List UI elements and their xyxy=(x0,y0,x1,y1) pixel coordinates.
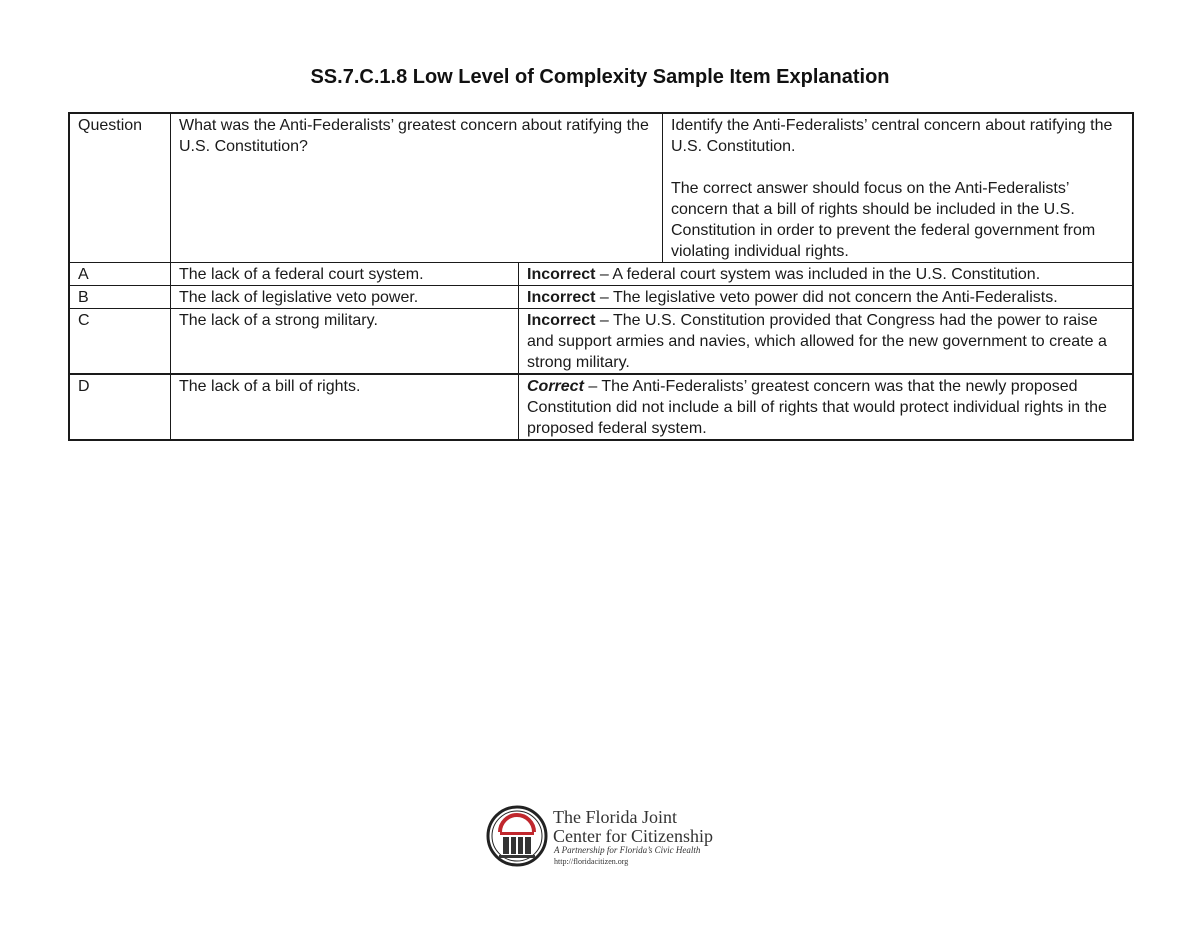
explanation-intro: Identify the Anti-Federalists’ central concern about ratifying the U.S. Constitution. xyxy=(671,117,1113,155)
option-text: The lack of a strong military. xyxy=(171,309,519,373)
verdict-explanation: – The U.S. Constitution provided that Congress had the power to raise and support armies and navies, which allowed for the new government to create a strong military. xyxy=(527,312,1107,371)
item-explanation-table xyxy=(68,112,1134,441)
option-letter: A xyxy=(70,263,171,285)
verdict-label: Incorrect xyxy=(527,289,596,306)
option-row-b xyxy=(70,285,1132,308)
option-explanation xyxy=(519,375,1132,439)
question-explanation xyxy=(663,114,1132,262)
explanation-detail: The correct answer should focus on the Anti-Federalists’ concern that a bill of rights should be included in the U.S. Constitution in order to prevent the federal government from violating individual rights. xyxy=(671,180,1096,260)
option-explanation xyxy=(519,309,1132,373)
option-row-c xyxy=(70,308,1132,373)
option-text: The lack of a bill of rights. xyxy=(171,375,519,439)
option-text: The lack of legislative veto power. xyxy=(171,286,519,308)
option-row-a xyxy=(70,262,1132,285)
verdict-explanation: – A federal court system was included in the U.S. Constitution. xyxy=(595,266,1041,283)
verdict-label: Incorrect xyxy=(527,266,596,283)
verdict-explanation: – The Anti-Federalists’ greatest concern was that the newly proposed Constitution did not include a bill of rights that would protect individual rights in the proposed federal system. xyxy=(527,378,1107,437)
org-name-line1: The Florida Joint xyxy=(553,807,677,827)
verdict-label: Incorrect xyxy=(527,312,596,329)
question-label: Question xyxy=(70,114,171,262)
verdict-explanation: – The legislative veto power did not concern the Anti-Federalists. xyxy=(595,289,1058,306)
org-url: http://floridacitizen.org xyxy=(554,857,629,866)
option-explanation xyxy=(519,286,1132,308)
option-letter: D xyxy=(70,375,171,439)
capitol-seal-icon xyxy=(486,805,548,867)
option-letter: C xyxy=(70,309,171,373)
question-text: What was the Anti-Federalists’ greatest concern about ratifying the U.S. Constitution? xyxy=(171,114,663,262)
page-title: SS.7.C.1.8 Low Level of Complexity Sample Item Explanation xyxy=(310,66,890,88)
org-tagline: A Partnership for Florida’s Civic Health xyxy=(554,845,701,855)
footer-logo xyxy=(486,805,726,871)
option-letter: B xyxy=(70,286,171,308)
question-row xyxy=(70,114,1132,262)
option-row-d xyxy=(70,373,1132,439)
org-name-line2: Center for Citizenship xyxy=(553,826,713,846)
verdict-label: Correct xyxy=(527,378,584,395)
option-explanation xyxy=(519,263,1132,285)
option-text: The lack of a federal court system. xyxy=(171,263,519,285)
